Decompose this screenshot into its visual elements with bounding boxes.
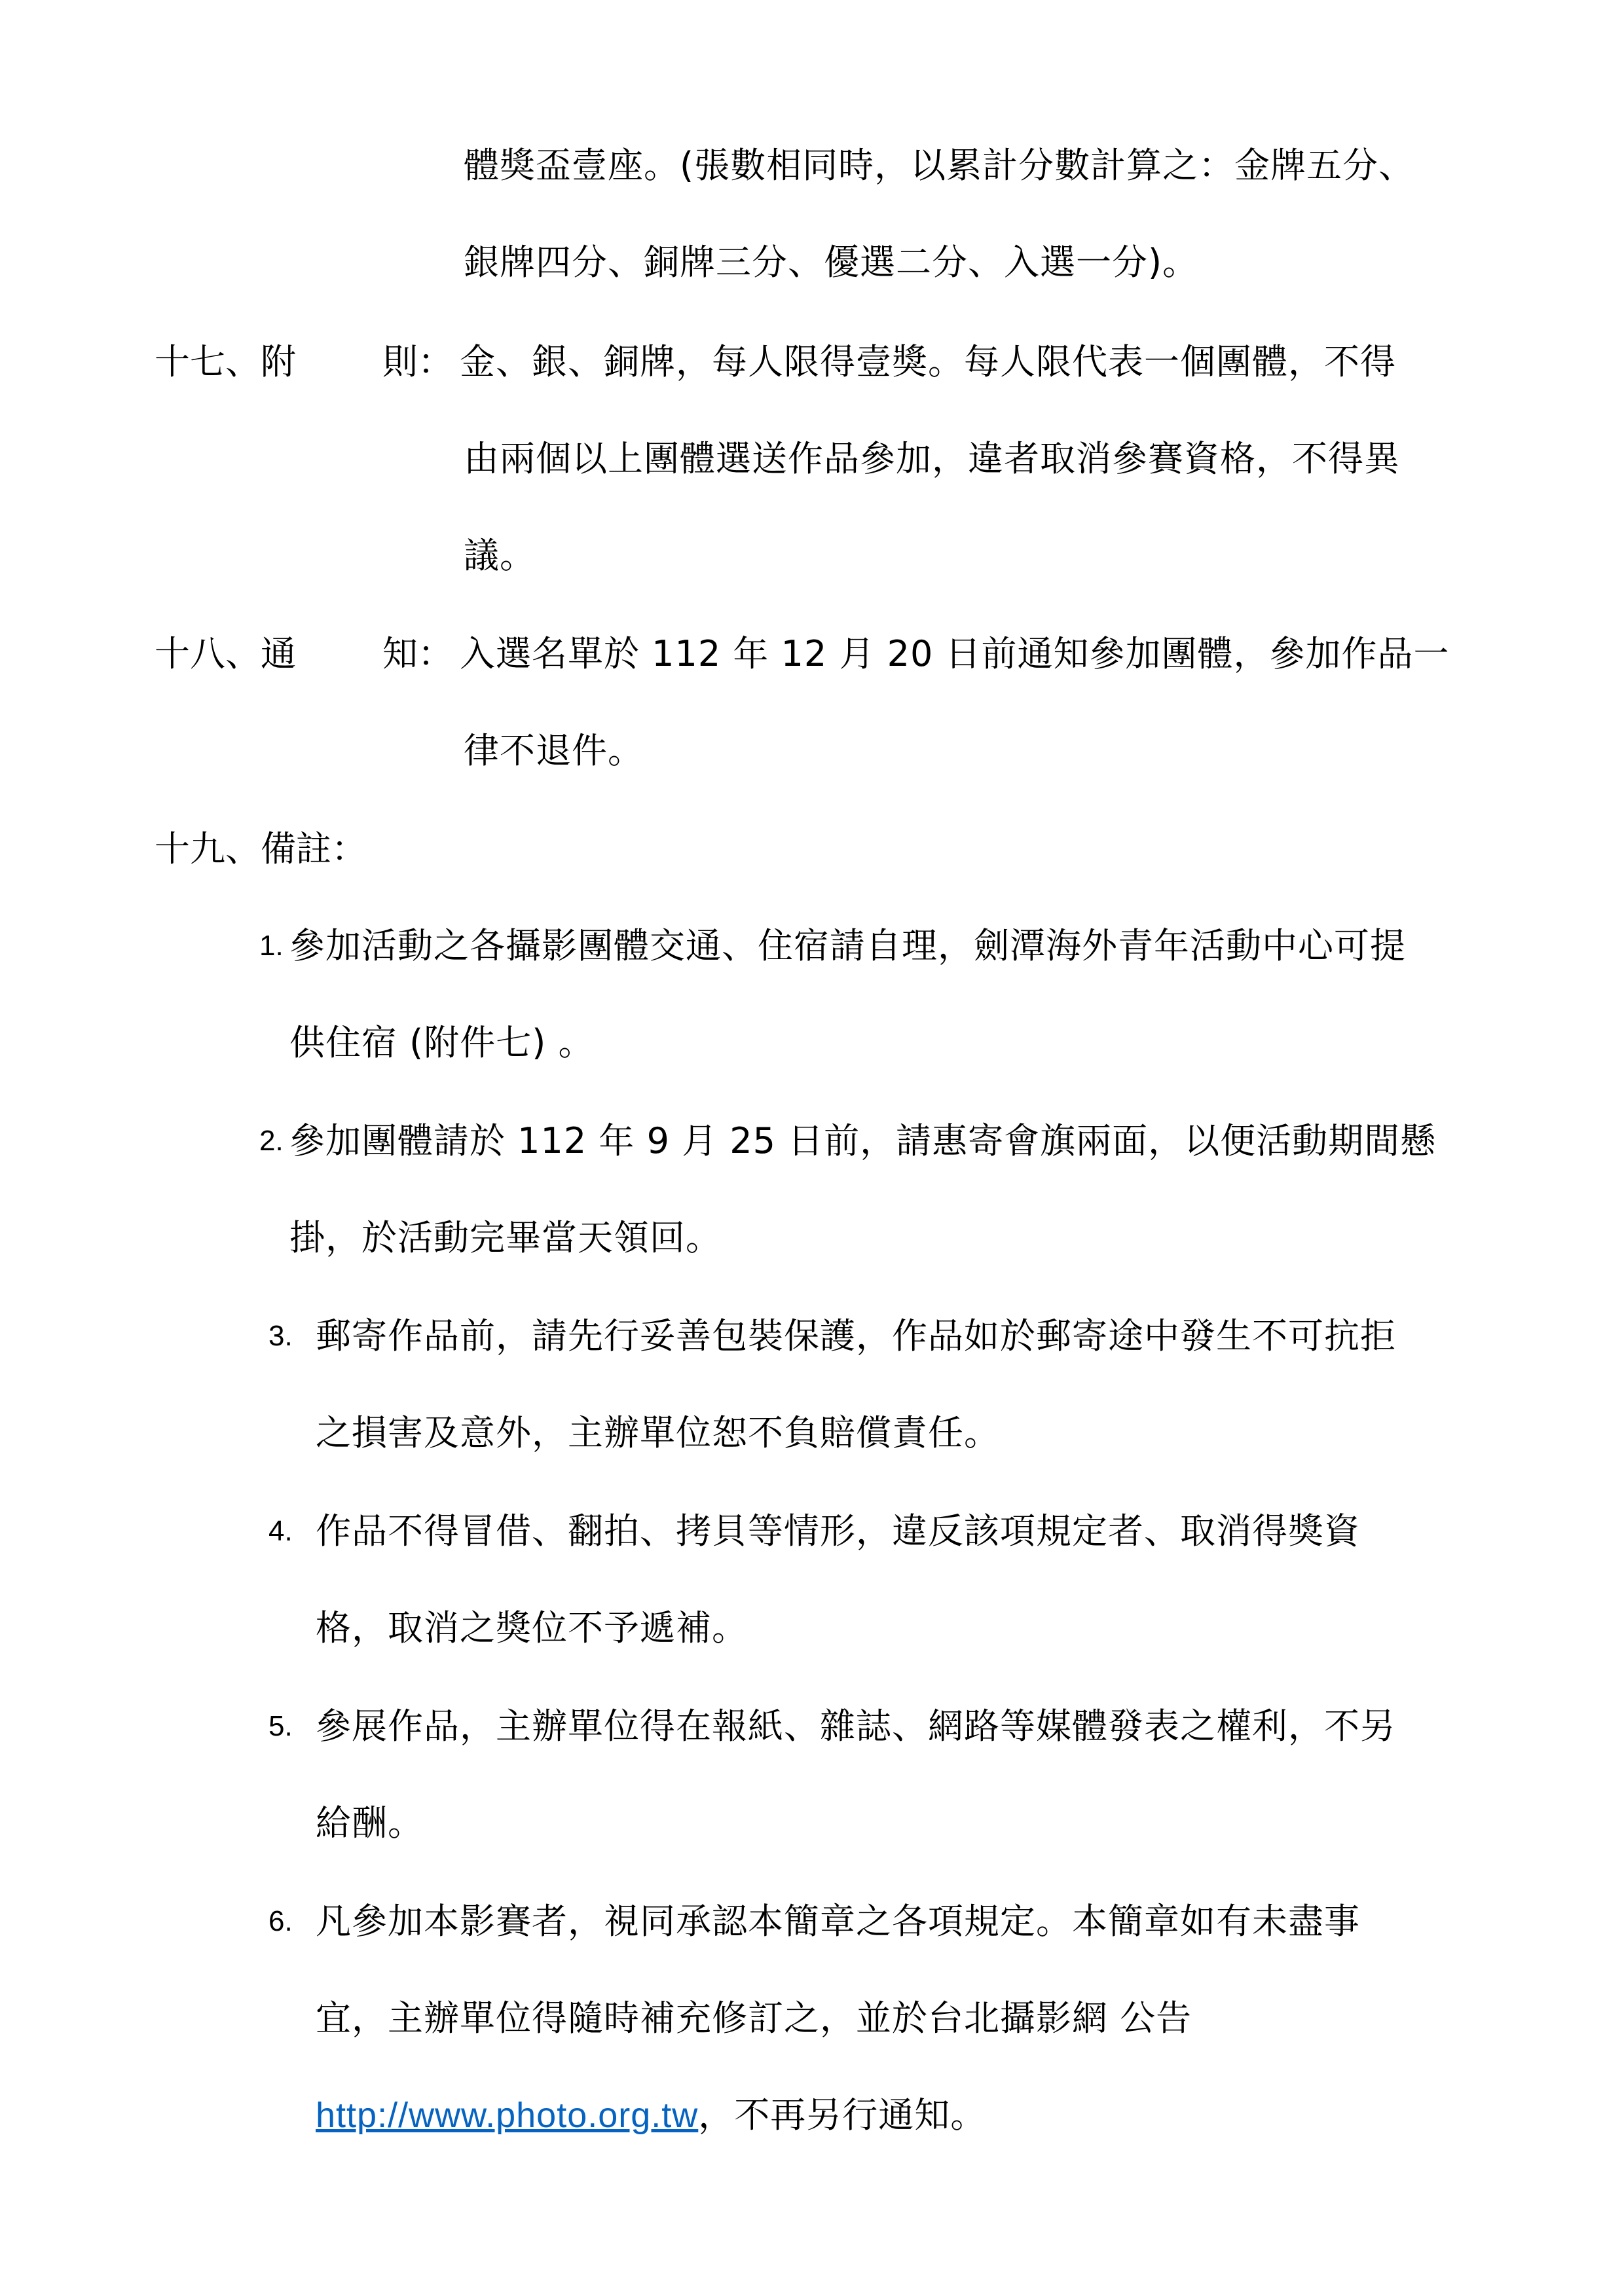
s18-label <box>155 631 453 677</box>
s17-line-2: 由兩個以上團體選送作品參加，違者取消參賽資格，不得異 <box>464 438 1400 479</box>
s19-item-2-number: 2. <box>259 1125 284 1157</box>
s17-label-b: 則： <box>382 341 453 382</box>
s17-line-1: 金、銀、銅牌，每人限得壹獎。每人限代表一個團體，不得 <box>460 341 1396 382</box>
s19-item-6-number: 6. <box>268 1905 293 1937</box>
s19-item-3-number: 3. <box>268 1320 293 1352</box>
s19-item-3-line-2: 之損害及意外，主辦單位恕不負賠償責任。 <box>316 1412 1000 1453</box>
s19-item-5-line-2: 給酬。 <box>316 1802 424 1844</box>
s18-line-2: 律不退件。 <box>464 730 644 771</box>
s19-item-6-line-1: 凡參加本影賽者，視同承認本簡章之各項規定。本簡章如有未盡事 <box>316 1901 1360 1942</box>
s19-item-5-number: 5. <box>268 1710 293 1742</box>
s19-item-4-line-1: 作品不得冒借、翻拍、拷貝等情形，違反該項規定者、取消得獎資 <box>316 1510 1360 1552</box>
s19-item-4-line-2: 格，取消之獎位不予遞補。 <box>316 1607 748 1649</box>
s19-item-2-line-2: 掛，於活動完畢當天領回。 <box>289 1217 722 1258</box>
s19-item-5-line-1: 參展作品，主辦單位得在報紙、雜誌、網路等媒體發表之權利，不另 <box>316 1705 1396 1747</box>
s18-label-a: 十八、通 <box>155 633 296 674</box>
photo-org-link[interactable]: http://www.photo.org.tw <box>316 2096 699 2135</box>
s18-line-1: 入選名單於 112 年 12 月 20 日前通知參加團體，參加作品一 <box>460 633 1450 674</box>
s17-label <box>155 339 453 385</box>
s19-item-1-number: 1. <box>259 930 284 962</box>
s19-item-2-line-1: 參加團體請於 112 年 9 月 25 日前，請惠寄會旗兩面，以便活動期間懸 <box>289 1120 1437 1161</box>
s19-item-6-line-2: 宜，主辦單位得隨時補充修訂之，並於台北攝影網 公告 <box>316 1997 1192 2039</box>
s19-item-3-line-1: 郵寄作品前，請先行妥善包裝保護，作品如於郵寄途中發生不可抗拒 <box>316 1315 1396 1357</box>
s16-line-2: 銀牌四分、銅牌三分、優選二分、入選一分)。 <box>464 242 1199 283</box>
s19-label: 十九、備註： <box>155 828 367 869</box>
s16-line-1: 體獎盃壹座。(張數相同時，以累計分數計算之：金牌五分、 <box>464 145 1415 186</box>
s19-item-1-line-2: 供住宿 (附件七) 。 <box>289 1022 595 1063</box>
s17-line-3: 議。 <box>464 535 536 576</box>
s19-item-4-number: 4. <box>268 1515 293 1547</box>
s19-item-6-line-3 <box>316 2092 986 2138</box>
s19-item-6-link-suffix: ，不再另行通知。 <box>698 2094 987 2136</box>
s17-label-a: 十七、附 <box>155 341 296 382</box>
s19-item-1-line-1: 參加活動之各攝影團體交通、住宿請自理，劍潭海外青年活動中心可提 <box>289 925 1406 966</box>
s18-label-b: 知： <box>382 633 453 674</box>
